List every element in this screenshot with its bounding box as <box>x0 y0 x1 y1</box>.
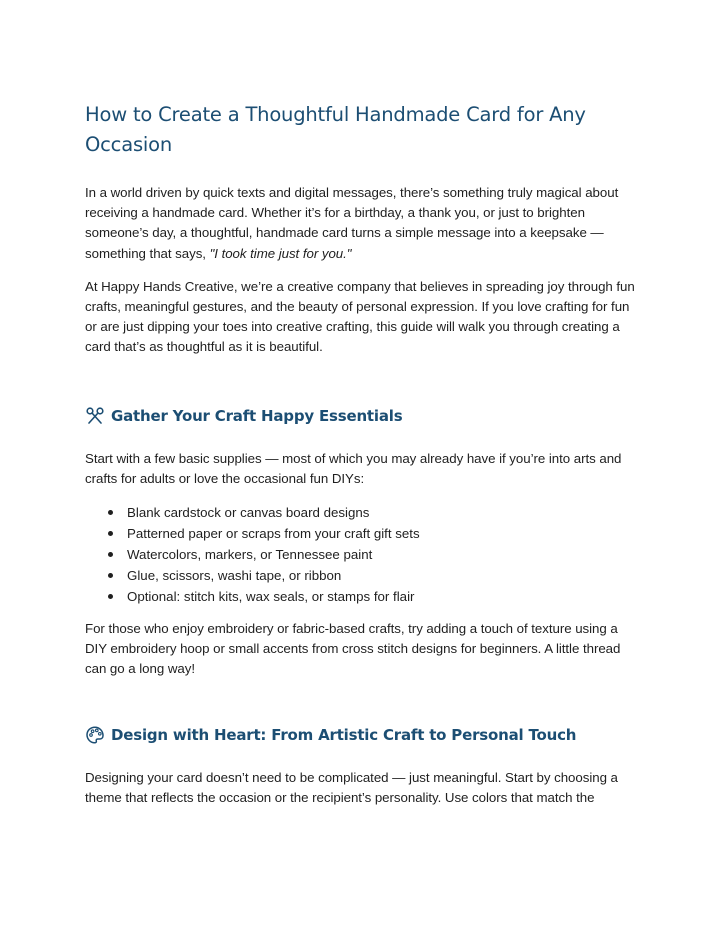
palette-icon <box>85 725 105 745</box>
section-heading-text: Design with Heart: From Artistic Craft to Personal Touch <box>111 725 577 744</box>
design-lead-paragraph: Designing your card doesn’t need to be complicated — just meaningful. Start by choosing a theme that reflects the occasion or the recipient’s personality. Use colors that match the <box>85 769 618 805</box>
supplies-list <box>85 502 640 607</box>
scissors-icon <box>85 406 105 426</box>
essentials-lead-paragraph: Start with a few basic supplies — most of which you may already have if you’re into arts and crafts for adults or love the occasional fun DIYs: <box>85 450 622 486</box>
list-item: Watercolors, markers, or Tennessee paint <box>127 544 640 565</box>
section-heading-essentials <box>85 405 640 427</box>
intro-quote: "I took time just for you." <box>209 245 352 261</box>
list-item: Blank cardstock or canvas board designs <box>127 502 640 523</box>
about-paragraph: At Happy Hands Creative, we’re a creative company that believes in spreading joy through fun crafts, meaningful gestures, and the beauty of personal expression. If you love crafting for fun or are just dipping your toes into creative crafting, this guide will walk you through creating a card that’s as thoughtful as it is beautiful. <box>85 278 635 355</box>
list-item: Patterned paper or scraps from your craft gift sets <box>127 523 640 544</box>
section-heading-design <box>85 724 640 746</box>
list-item: Glue, scissors, washi tape, or ribbon <box>127 565 640 586</box>
list-item: Optional: stitch kits, wax seals, or stamps for flair <box>127 586 640 607</box>
section-heading-text: Gather Your Craft Happy Essentials <box>111 406 403 425</box>
intro-text: In a world driven by quick texts and digital messages, there’s something truly magical about receiving a handmade card. Whether it’s for a birthday, a thank you, or just to brighten someone’s day, a thoughtful, handmade card turns a simple message into a keepsake — something that says, <box>85 185 619 261</box>
document-page <box>85 100 640 821</box>
intro-paragraph <box>85 183 640 264</box>
essentials-closing-paragraph: For those who enjoy embroidery or fabric-based crafts, try adding a touch of texture using a DIY embroidery hoop or small accents from cross stitch designs for beginners. A little thread can go a long way! <box>85 621 621 677</box>
article-title: How to Create a Thoughtful Handmade Card for Any Occasion <box>85 103 586 156</box>
